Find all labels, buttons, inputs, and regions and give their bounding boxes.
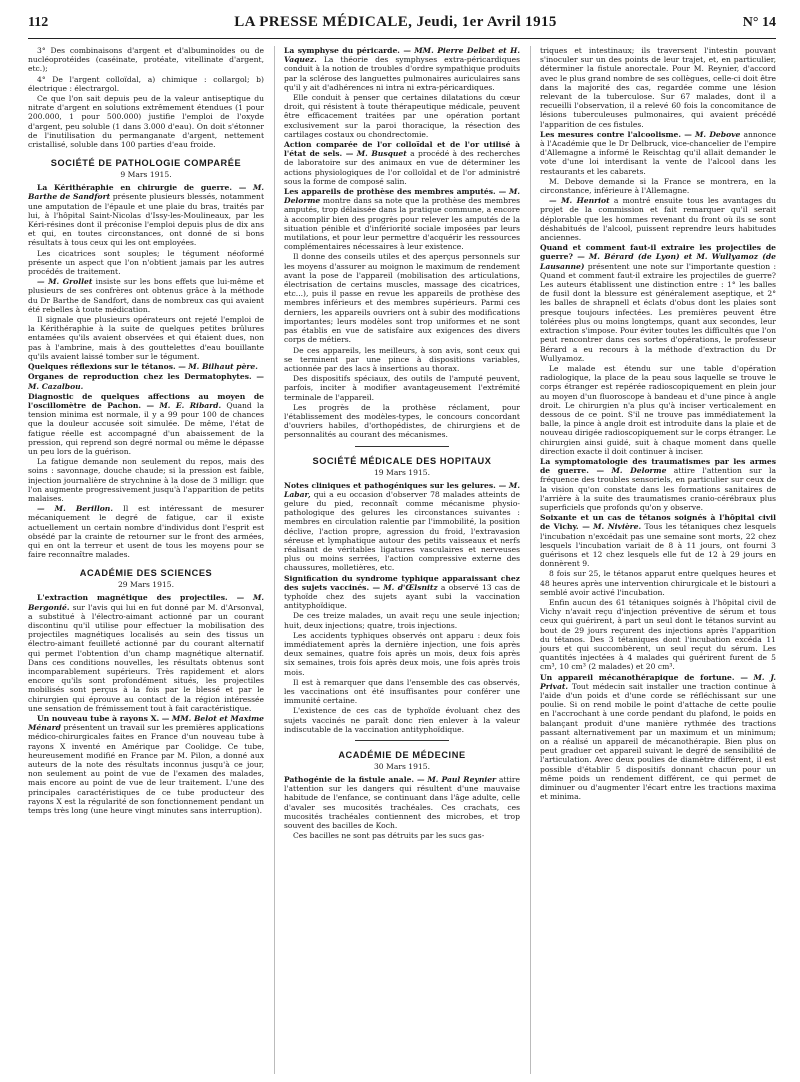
paragraph: Les progrès de la prothèse réclament, pour l'établissement des modèles-types, le concours concordant d'ouvriers habiles, d'orthopédistes, de chirurgiens et de personnalités au courant des mécanismes.	[284, 402, 520, 440]
paragraph: Enfin aucun des 61 tétaniques soignés à l'hôpital civil de Vichy n'avait reçu d'injection préventive de sérum et tous ceux qui guérirent, à part un seul dont le tétanos survint au bout de 29 jours reçurent des injections après l'apparition du tétanos. Des 3 tétaniques dont l'incubation excéda 11 jours et qui succombèrent, un seul reçut du sérum. Les quantités injectées à 4 malades qui guérirent furent de 5 cm³, 10 cm³ (2 malades) et 20 cm³.	[540, 597, 776, 672]
paragraph: Il est à remarquer que dans l'ensemble des cas observés, les vaccinations ont été insuffisantes pour conférer une immunité certaine.	[284, 677, 520, 706]
entry-author: — M. Henriot	[549, 196, 610, 206]
paragraph	[540, 243, 776, 363]
section-heading: ACADÉMIE DE MÉDECINE	[338, 750, 466, 761]
paragraph	[28, 277, 264, 314]
paragraph: De ces appareils, les meilleurs, à son avis, sont ceux qui se terminent par une pince à dispositions variables, actionnée par des lacs à insertions au thorax.	[284, 345, 520, 373]
paragraph	[284, 140, 520, 186]
entry-title: Un appareil mécanothérapique de fortune. —	[540, 672, 748, 682]
paragraph	[28, 362, 264, 371]
paragraph	[540, 673, 776, 802]
paragraph	[284, 46, 520, 92]
paragraph: De ces treize malades, un avait reçu une seule injection; huit, deux injections; quatre, trois injections.	[284, 611, 520, 630]
paragraph: Les cicatrices sont souples; le tégument néoformé présente un aspect que l'on n'obtient jamais par les autres procédés de traitement.	[28, 248, 264, 277]
entry-title: La Kérithéraphie en chirurgie de guerre. —	[37, 183, 247, 193]
entry-text: Il est intéressant de mesurer mécaniquement le degré de fatigue, car il existe actuellement un certain nombre d'individus dont l'esprit est obsédé par la crainte de retourner sur le front des armées, qui en ont la terreur et usent de tous les moyens pour se faire reconnaître malades.	[28, 504, 264, 560]
entry-author: M. Cazalbou.	[28, 381, 84, 391]
entry-author: M. Bérard (de Lyon) et M. Wullyamoz (de Lausanne)	[540, 252, 776, 271]
entry-text: La théorie des symphyses extra-péricardiques conduit à la notion de troubles d'ordre sympathique produits par la sclérose des languettes pulmonaires auriculaires sans qu'il y ait d'adhérences ni intra ni extra-péricardiques.	[284, 55, 520, 92]
column-3	[530, 46, 776, 1074]
paragraph: Il signale que plusieurs opérateurs ont rejeté l'emploi de la Kérithéraphie à la suite de quelques petites brûlures entamées qu'ils avaient observées et qui étaient dues, non pas à l'ambrine, mais à des gouttelettes d'eau bouillante qu'ils avaient laissé tomber sur le tégument.	[28, 315, 264, 361]
paragraph: triques et intestinaux; ils traversent l'intestin pouvant s'inoculer sur un des points de leur trajet, et, en particulier, déterminer la fistule anorectale. Pour M. Reynier, d'accord avec le plus grand nombre de ses collègues, celle-ci doit être dans la majorité des cas, regardée comme une lésion relevant de la tuberculose. Sur 67 malades, dont il a recueilli l'observation, il a relevé 60 fois la concomitance de lésions tuberculeuses pulmonaires, qui avaient précédé l'apparition de ces fistules.	[540, 46, 776, 129]
section-date: 19 Mars 1915.	[373, 467, 431, 477]
entry-author: M. Busquet	[356, 149, 407, 159]
paragraph: La fatigue demande non seulement du repos, mais des soins : savonnage, douche chaude; si la pression est faible, injection journalière de strychnine à la dose de 3 milligr. que l'on augmente progressivement jusqu'à l'apparition de petits malaises.	[28, 457, 264, 503]
entry-title: Action comparée de l'or colloïdal et de l'or utilisé à l'état de sels. —	[284, 140, 520, 159]
entry-author: MM. Pierre Delbet et H. Vaquez.	[284, 46, 520, 65]
entry-author: M. Debove	[694, 129, 741, 139]
entry-author: M. Bilhaut père.	[188, 362, 258, 372]
entry-text: annonce à l'Académie que le Dr Delbruck, vice-chancelier de l'empire d'Allemagne a informé le Reischtag qu'il allait demander le vote d'une loi interdisant la vente de l'alcool dans les restaurants et les cabarets.	[540, 129, 776, 176]
entry-author: M. Bergonié.	[28, 593, 264, 612]
entry-author: M. E. Ribard.	[159, 400, 222, 410]
entry-title: Les appareils de prothèse des membres amputés. —	[284, 187, 507, 197]
entry-author: — M. Grollet	[37, 277, 93, 287]
paragraph	[28, 392, 264, 456]
entry-author: M. Delorme	[284, 187, 520, 206]
entry-text: sur l'avis qui lui en fut donné par M. d'Arsonval, a substitué à l'électro-aimant actionné par un courant discontinu qu'il utilise pour effectuer la mobilisation des projectiles magnétiques localisés au sein des tissus un électro-aimant feuilleté actionné par du courant alternatif qui permet l'obtention d'un champ magnétique alternatif. Dans ces conditions nouvelles, les résultats obtenus sont incomparablement supérieurs. Très rapidement et alors encore qu'ils sont profondément situés, les projectiles mobilisés sont perçus à la fois par le blessé et par le chirurgien qui éprouve au contact de la région intéressée une sensation de frémissement tout à fait caractéristique.	[28, 602, 264, 713]
entry-title: Quand et comment faut-il extraire les projectiles de guerre? —	[540, 243, 776, 262]
entry-text: Tout médecin sait installer une traction continue à l'aide d'un poids et d'une corde se réfléchissant sur une poulie. Si on rend mobile le point d'attache de cette poulie en l'accrochant à une corde pendant du plafond, le poids en balançant produit d'une manière rythmée des tractions passant alternativement par un maximum et un minimum; on a réalisé un appareil de mécanothérapie. Bien plus on peut graduer cet appareil suivant le degré de sensibilité de l'articulation. Avec deux poulies de diamètre différent, il est possible d'établir 5 dispositifs donnant chacun pour un même poids un rendement différent, ce qui permet de diminuer ou d'augmenter l'écart entre les tractions maxima et minima.	[540, 681, 776, 802]
section-heading: ACADÉMIE DES SCIENCES	[79, 568, 213, 579]
paragraph: Ce que l'on sait depuis peu de la valeur antiseptique du nitrate d'argent en solutions extrêmement étendues (1 pour 200.000, 1 pour 500.000) justifie l'emploi de l'oxyde d'argent, peu soluble (1 dans 3.000 d'eau). On doit s'étonner de l'inutilisation du permanganate d'argent, nettement cristallisé, soluble dans 100 parties d'eau froide.	[28, 94, 264, 150]
section-date: 30 Mars 1915.	[373, 762, 431, 772]
paragraph: 3° Des combinaisons d'argent et d'albuminoïdes ou de nucléoprotéides (caséinate, protéate, vitellinate d'argent, etc.);	[28, 46, 264, 74]
paragraph	[28, 372, 264, 390]
paragraph	[540, 196, 776, 242]
paragraph	[284, 481, 520, 573]
entry-author: M. d'Œlsnitz	[383, 582, 438, 592]
section-date: 29 Mars 1915.	[117, 580, 175, 590]
entry-author: — M. Berillon.	[37, 504, 113, 514]
entry-author: MM. Belot et Maxime Ménard	[28, 714, 264, 733]
entry-text: présentent un travail sur les premières applications médico-chirurgicales faites en France d'un nouveau tube à rayons X inventé en Amérique par Coolidge. Ce tube, heureusement modifié en France par M. Pilon, a donné aux auteurs de la note des résultats inconnus jusqu'à ce jour, non seulement au point de vue de l'examen des malades, mais encore au point de vue de leur traitement. L'une des principales caractéristiques de ce tube producteur des rayons X est la régularité de son fonctionnement pendant un temps très long (une heure vingt minutes sans interruption).	[28, 723, 264, 816]
page-header	[28, 14, 776, 39]
entry-text: a procédé à des recherches de laboratoire sur des animaux en vue de déterminer les actions physiologiques de l'or colloïdal et de l'or administré sous la forme de composé salin.	[284, 149, 520, 186]
entry-title: Soixante et un cas de tétanos soignés à l'hôpital civil de Vichy. —	[540, 513, 776, 532]
entry-title: Un nouveau tube à rayons X. —	[37, 714, 170, 723]
entry-title: Diagnostic de quelques affections au moyen de l'oscillomètre de Pachon. —	[28, 391, 264, 410]
section-date: 9 Mars 1915.	[120, 170, 172, 180]
paragraph: L'existence de ces cas de typhoïde évoluant chez des sujets vaccinés ne paraît donc rien enlever à la valeur indiscutable de la vaccination antityphoïdique.	[284, 706, 520, 734]
entry-text: montre dans sa note que la prothèse des membres amputés, trop délaissée dans la pratique commune, a encore à accomplir bien des progrès pour relever les amputés de la situation pénible et d'infériorité sociale imposées par leurs mutilations, et pour leur permettre d'acquérir les ressources complémentaires nécessaires à leur existence.	[284, 196, 520, 252]
entry-title: Signification du syndrome typhique apparaissant chez des sujets vaccinés. —	[284, 573, 520, 592]
paragraph	[284, 187, 520, 251]
entry-title: La symptomatologie des traumatismes par les armes de guerre. —	[540, 456, 776, 476]
journal-title: LA PRESSE MÉDICALE, Jeudi, 1er Avril 1915	[234, 14, 557, 30]
entry-title: Organes de reproduction chez les Dermatophytes. —	[28, 372, 264, 382]
entry-text: Tous les tétaniques chez lesquels l'incubation n'excédait pas une semaine sont morts, 22 chez lesquels l'incubation variait de 8 à 11 jours, ont fourni 3 guérisons et 12 chez lesquels elle fut de 12 à 29 jours en donnèrent 9.	[540, 522, 776, 569]
paragraph: M. Debove demande si la France se montrera, en la circonstance, inférieure à l'Allemagne.	[540, 176, 776, 196]
issue-number: N° 14	[742, 15, 776, 30]
entry-text: insiste sur les bons effets que lui-même et plusieurs de ses confrères ont obtenus grâce à la méthode du Dr Barthe de Sandfort, dans de nombreux cas qui avaient été rebelles à toute médication.	[28, 277, 264, 314]
entry-author: M. Barthe de Sandfort	[28, 183, 264, 202]
divider	[355, 446, 449, 447]
article-columns	[28, 46, 776, 1074]
entry-title: L'extraction magnétique des projectiles. —	[37, 593, 245, 603]
entry-author: M. Paul Reynier	[427, 775, 497, 785]
paragraph	[540, 513, 776, 568]
paragraph	[284, 775, 520, 830]
entry-text: qui a eu occasion d'observer 78 malades atteints de gelure du pied, reconnaît comme mécanisme physio-pathologique des gelures les circonstances suivantes : membres en circulation ralentie par l'immobilité, la position déclive, l'action propre, agression du froid, l'extravasion séreuse et lymphatique autour des petits vaisseaux et nerfs réalisant de véritables ligatures vasculaires et nerveuses plus ou moins serrées, l'action compressive externe des chaussures, molletières, etc.	[284, 489, 520, 573]
column-1	[28, 46, 264, 1074]
paragraph	[284, 574, 520, 611]
entry-author: M. Nivière.	[593, 522, 642, 532]
paragraph	[28, 593, 264, 713]
column-2	[274, 46, 520, 1074]
divider	[355, 740, 449, 741]
paragraph	[540, 457, 776, 512]
paragraph	[28, 504, 264, 559]
paragraph: Les accidents typhiques observés ont apparu : deux fois immédiatement après la dernière injection, une fois après deux semaines, quatre fois après un mois, deux fois après six semaines, trois fois après deux mois, une fois après trois mois.	[284, 630, 520, 677]
entry-text: Quand la tension minima est normale, il y a 99 pour 100 de chances que la douleur accusée soit simulée. De même, l'état de fatigue réelle est accompagné d'un abaissement de la pression, qui reprend son degré normal ou même le dépasse un peu lors de la guérison.	[28, 400, 264, 456]
entry-text: présentent une note sur l'importante question : Quand et comment faut-il extraire les projectiles de guerre? Les auteurs établissent une distinction entre : 1° les balles de fusil dont la blessure est généralement aseptique, et 2° les balles de shrapnell et éclats d'obus dont les plaies sont presque toujours infectées. Les premières peuvent être tolérées plus ou moins longtemps, quant aux secondes, leur extraction s'impose. Pour éviter toutes les difficultés que l'on peut rencontrer dans ces sortes d'opérations, le professeur Bérard a eu recours à la méthode d'extraction du Dr Wullyamoz.	[540, 261, 776, 363]
entry-text: a montré ensuite tous les avantages du projet de la commission et fait remarquer qu'il serait déplorable que les hommes revenant du front où ils se sont déshabitués de l'alcool, puissent reprendre leurs habitudes anciennes.	[540, 196, 776, 243]
entry-author: M. Labar,	[284, 480, 520, 499]
entry-text: attire l'attention sur les dangers qui résultent d'une mauvaise habitude de l'enfance, se continuant dans l'âge adulte, celle d'avaler ses mucosités trachéales. Ces crachats, ces mucosités trachéales contiennent des microbes, et trop souvent des bacilles de Koch.	[284, 775, 520, 831]
entry-text: attire l'attention sur la fréquence des troubles sensoriels, en particulier sur ceux de la vision qu'on constate dans les formations sanitaires de l'arrière à la suite des traumatismes cranio-cérébraux plus superficiels que profonds qu'on y observe.	[540, 466, 776, 512]
paragraph: Il donne des conseils utiles et des aperçus personnels sur les moyens d'assurer au moignon le maximum de rendement avant la pose de l'appareil (mobilisation des articulations, électrisation de certains muscles, massage des cicatrices, etc...), puis il passe en revue les appareils de prothèse des membres inférieurs et des membres supérieurs. Parmi ces derniers, les appareils ouvriers ont à subir des modifications importantes; leurs modèles sont trop uniformes et ne sont pas établis en vue de satisfaire aux exigences des divers corps de métiers.	[284, 252, 520, 345]
section-heading: SOCIÉTÉ MÉDICALE DES HOPITAUX	[312, 455, 492, 466]
paragraph: 4° De l'argent colloïdal, a) chimique : collargol; b) électrique : électrargol.	[28, 74, 264, 93]
entry-text: a observé 13 cas de typhoïde chez des sujets ayant subi la vaccination antityphoïdique.	[284, 582, 520, 611]
paragraph: Elle conduit à penser que certaines dilatations du cœur droit, qui résistent à toute thérapeutique médicale, peuvent être efficacement traitées par une opération portant exclusivement sur la paroi thoracique, la résection des cartilages costaux ou chondrectomie.	[284, 93, 520, 139]
entry-author: M. Delorme	[611, 466, 667, 476]
paragraph: Des dispositifs spéciaux, des outils de l'amputé peuvent, parfois, inciter à modifier avantageusement l'extrémité terminale de l'appareil.	[284, 374, 520, 402]
paragraph	[540, 130, 776, 176]
entry-title: La symphyse du péricarde. —	[284, 46, 412, 55]
paragraph: 8 fois sur 25, le tétanos apparut entre quelques heures et 48 heures après une intervention chirurgicale et le bistouri a semblé avoir activé l'incubation.	[540, 569, 776, 597]
entry-title: Pathogénie de la fistule anale. —	[284, 775, 425, 785]
paragraph: Le malade est étendu sur une table d'opération radiologique, la place de la peau sous laquelle se trouve le corps étranger est repérée radioscopiquement en plein jour au moyen d'un fluoroscope à bandeau et d'une pince à angle droit. Le chirurgien n'a plus qu'à inciser verticalement en dessous de ce point. S'il ne trouve pas immédiatement la balle, la pince à angle droit est introduite dans la plaie et de nouveau dirigée radioscopiquement sur le corps étranger. Le chirurgien ainsi guidé, suit à chaque moment dans quelle direction exacte il doit continuer à inciser.	[540, 363, 776, 456]
entry-title: Notes cliniques et pathogéniques sur les gelures. —	[284, 480, 507, 490]
entry-title: Les mesures contre l'alcoolisme. —	[540, 129, 692, 139]
entry-author: M. J. Privat.	[540, 672, 776, 691]
paragraph	[28, 183, 264, 247]
paragraph	[28, 714, 264, 815]
page-number: 112	[28, 15, 49, 30]
entry-text: présente plusieurs blessés, notamment une amputation de l'épaule et une plaie du bras, traités par lui, à l'hôpital Saint-Nicolas d'Issy-les-Moulineaux, par les Kéri-résines dont il préconise l'emploi depuis plus de dix ans et qui, en toutes circonstances, ont donné de si bons résultats à tous ceux qui les ont employées.	[28, 192, 264, 248]
paragraph: Ces bacilles ne sont pas détruits par les sucs gas-	[293, 831, 485, 841]
section-heading: SOCIÉTÉ DE PATHOLOGIE COMPARÉE	[50, 158, 242, 169]
entry-title: Quelques réflexions sur le tétanos. —	[28, 362, 186, 372]
